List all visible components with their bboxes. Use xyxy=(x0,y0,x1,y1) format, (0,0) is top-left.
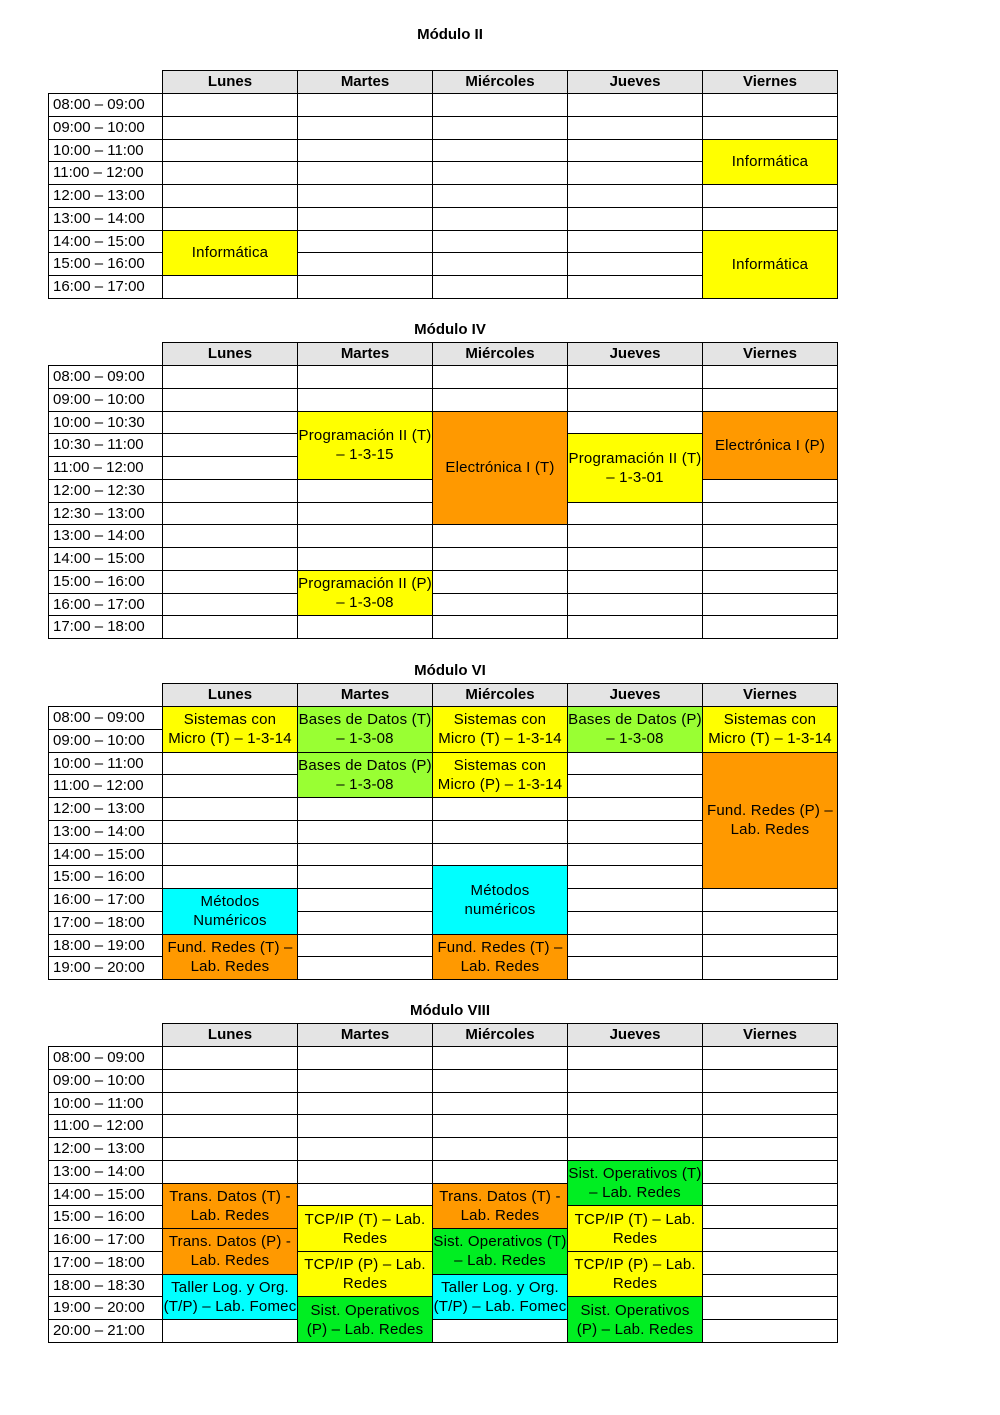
schedule-cell xyxy=(702,1160,838,1184)
schedule-cell xyxy=(567,547,703,571)
class-block-label: Programación II (P) – 1-3-08 xyxy=(298,575,432,611)
day-header-miercoles: Miércoles xyxy=(432,683,568,707)
schedule-cell xyxy=(432,93,568,117)
class-block-label: Sistemas con Micro (T) – 1-3-14 xyxy=(438,711,562,748)
schedule-cell xyxy=(702,888,838,912)
class-block-label: Programación II (T) – 1-3-15 xyxy=(298,427,432,464)
module-title: Módulo VIII xyxy=(410,1002,490,1019)
schedule-cell xyxy=(567,1114,703,1138)
class-block-label: TCP/IP (T) – Lab. Redes xyxy=(304,1210,426,1247)
schedule-cell xyxy=(432,570,568,594)
schedule-cell xyxy=(702,502,838,526)
class-block xyxy=(702,752,838,890)
class-block-label: Fund. Redes (T) – Lab. Redes xyxy=(437,938,563,975)
schedule-cell xyxy=(702,1069,838,1093)
schedule-cell xyxy=(432,184,568,208)
time-slot-label: 13:00 – 14:00 xyxy=(48,524,163,548)
class-block xyxy=(432,706,568,753)
time-slot-label: 16:00 – 17:00 xyxy=(48,593,163,617)
class-block-label: Fund. Redes (T) – Lab. Redes xyxy=(167,938,293,975)
time-slot-label: 13:00 – 14:00 xyxy=(48,1160,163,1184)
schedule-cell xyxy=(297,956,433,980)
schedule-cell xyxy=(567,956,703,980)
schedule-cell xyxy=(702,911,838,935)
schedule-cell xyxy=(297,365,433,389)
class-block xyxy=(162,1183,298,1230)
schedule-cell xyxy=(162,411,298,435)
schedule-cell xyxy=(162,1114,298,1138)
schedule-cell xyxy=(297,843,433,867)
class-block-label: Bases de Datos (P) – 1-3-08 xyxy=(568,711,702,748)
time-slot-label: 10:00 – 11:00 xyxy=(48,752,163,776)
time-slot-label: 08:00 – 09:00 xyxy=(48,1046,163,1070)
schedule-cell xyxy=(702,956,838,980)
schedule-cell xyxy=(432,275,568,299)
schedule-cell xyxy=(162,593,298,617)
class-block xyxy=(702,411,838,480)
class-block-label: Programación II (T) – 1-3-01 xyxy=(568,449,702,486)
schedule-cell xyxy=(162,1137,298,1161)
class-block xyxy=(162,1228,298,1275)
class-block xyxy=(702,706,838,753)
time-slot-label: 11:00 – 12:00 xyxy=(48,1114,163,1138)
schedule-cell xyxy=(432,388,568,412)
schedule-cell xyxy=(162,547,298,571)
schedule-cell xyxy=(297,139,433,163)
day-header-martes: Martes xyxy=(297,342,433,366)
schedule-cell xyxy=(702,593,838,617)
schedule-cell xyxy=(567,752,703,776)
schedule-cell xyxy=(162,456,298,480)
time-slot-label: 15:00 – 16:00 xyxy=(48,252,163,276)
schedule-cell xyxy=(432,843,568,867)
time-slot-label: 09:00 – 10:00 xyxy=(48,116,163,140)
day-header-viernes: Viernes xyxy=(702,683,838,707)
schedule-cell xyxy=(432,230,568,254)
time-slot-label: 10:30 – 11:00 xyxy=(48,433,163,457)
class-block xyxy=(432,752,568,799)
class-block-label: Bases de Datos (T) – 1-3-08 xyxy=(298,711,432,748)
time-slot-label: 17:00 – 18:00 xyxy=(48,911,163,935)
day-header-lunes: Lunes xyxy=(162,1023,298,1047)
schedule-cell xyxy=(702,116,838,140)
schedule-cell xyxy=(297,93,433,117)
class-block-label: Bases de Datos (P) – 1-3-08 xyxy=(298,756,432,793)
schedule-cell xyxy=(702,615,838,639)
class-block xyxy=(567,1205,703,1252)
schedule-cell xyxy=(702,93,838,117)
time-slot-label: 14:00 – 15:00 xyxy=(48,1183,163,1207)
day-header-miercoles: Miércoles xyxy=(432,342,568,366)
schedule-cell xyxy=(567,888,703,912)
class-block-label: Informática xyxy=(731,153,809,171)
class-block-label: Sistemas con Micro (T) – 1-3-14 xyxy=(168,711,292,748)
schedule-cell xyxy=(162,1069,298,1093)
class-block xyxy=(567,433,703,502)
schedule-cell xyxy=(162,139,298,163)
class-block-label: Electrónica I (T) xyxy=(445,459,555,477)
schedule-cell xyxy=(162,161,298,185)
class-block xyxy=(297,752,433,799)
class-block-label: Sist. Operativos (P) – Lab. Redes xyxy=(306,1301,424,1338)
schedule-cell xyxy=(297,252,433,276)
schedule-cell xyxy=(567,1092,703,1116)
schedule-cell xyxy=(432,1046,568,1070)
schedule-cell xyxy=(162,207,298,231)
time-slot-label: 11:00 – 12:00 xyxy=(48,774,163,798)
schedule-cell xyxy=(567,184,703,208)
time-slot-label: 19:00 – 20:00 xyxy=(48,956,163,980)
schedule-cell xyxy=(702,1205,838,1229)
schedule-cell xyxy=(162,524,298,548)
class-block-label: Fund. Redes (P) – Lab. Redes xyxy=(707,802,833,839)
schedule-cell xyxy=(567,230,703,254)
schedule-cell xyxy=(297,1114,433,1138)
schedule-cell xyxy=(567,207,703,231)
class-block xyxy=(162,934,298,981)
schedule-cell xyxy=(297,1137,433,1161)
day-header-lunes: Lunes xyxy=(162,70,298,94)
day-header-jueves: Jueves xyxy=(567,342,703,366)
schedule-cell xyxy=(432,547,568,571)
schedule-cell xyxy=(432,161,568,185)
time-slot-label: 14:00 – 15:00 xyxy=(48,547,163,571)
schedule-cell xyxy=(297,275,433,299)
schedule-cell xyxy=(702,547,838,571)
class-block xyxy=(162,1274,298,1321)
schedule-cell xyxy=(297,1183,433,1207)
schedule-cell xyxy=(162,502,298,526)
class-block-label: Sistemas con Micro (T) – 1-3-14 xyxy=(708,711,832,748)
class-block-label: TCP/IP (P) – Lab. Redes xyxy=(304,1256,426,1292)
schedule-cell xyxy=(567,593,703,617)
class-block xyxy=(432,1228,568,1275)
time-slot-label: 12:30 – 13:00 xyxy=(48,502,163,526)
schedule-cell xyxy=(297,820,433,844)
day-header-viernes: Viernes xyxy=(702,1023,838,1047)
time-slot-label: 20:00 – 21:00 xyxy=(48,1319,163,1343)
schedule-cell xyxy=(432,1069,568,1093)
class-block-label: Informática xyxy=(731,255,809,273)
schedule-cell xyxy=(162,843,298,867)
schedule-cell xyxy=(432,524,568,548)
schedule-cell xyxy=(567,570,703,594)
schedule-cell xyxy=(702,1296,838,1320)
schedule-cell xyxy=(297,934,433,958)
class-block xyxy=(432,411,568,526)
time-slot-label: 18:00 – 18:30 xyxy=(48,1274,163,1298)
class-block-label: Sist. Operativos (T) – Lab. Redes xyxy=(433,1233,567,1270)
time-slot-label: 08:00 – 09:00 xyxy=(48,706,163,730)
time-slot-label: 12:00 – 13:00 xyxy=(48,184,163,208)
class-block-label: Sist. Operativos (P) – Lab. Redes xyxy=(576,1301,694,1338)
schedule-cell xyxy=(162,1092,298,1116)
class-block-label: Sist. Operativos (T) – Lab. Redes xyxy=(568,1165,702,1201)
class-block xyxy=(297,411,433,480)
schedule-cell xyxy=(162,1319,298,1343)
schedule-cell xyxy=(567,502,703,526)
day-header-jueves: Jueves xyxy=(567,70,703,94)
class-block xyxy=(297,1205,433,1252)
schedule-cell xyxy=(432,593,568,617)
day-header-miercoles: Miércoles xyxy=(432,1023,568,1047)
schedule-cell xyxy=(297,865,433,889)
time-slot-label: 10:00 – 11:00 xyxy=(48,139,163,163)
schedule-cell xyxy=(432,365,568,389)
schedule-cell xyxy=(297,161,433,185)
schedule-cell xyxy=(162,752,298,776)
schedule-cell xyxy=(297,502,433,526)
day-header-viernes: Viernes xyxy=(702,70,838,94)
schedule-cell xyxy=(567,774,703,798)
schedule-cell xyxy=(297,911,433,935)
class-block xyxy=(297,1296,433,1343)
schedule-cell xyxy=(297,797,433,821)
schedule-cell xyxy=(567,388,703,412)
schedule-cell xyxy=(567,524,703,548)
class-block xyxy=(432,934,568,981)
time-slot-label: 16:00 – 17:00 xyxy=(48,888,163,912)
schedule-cell xyxy=(567,411,703,435)
time-slot-label: 15:00 – 16:00 xyxy=(48,865,163,889)
schedule-cell xyxy=(702,479,838,503)
day-header-martes: Martes xyxy=(297,683,433,707)
class-block-label: Informática xyxy=(191,244,269,262)
class-block xyxy=(567,1296,703,1343)
schedule-cell xyxy=(297,388,433,412)
schedule-cell xyxy=(702,1137,838,1161)
time-slot-label: 12:00 – 12:30 xyxy=(48,479,163,503)
schedule-cell xyxy=(702,570,838,594)
class-block-label: Métodos numéricos xyxy=(464,881,536,918)
schedule-cell xyxy=(162,388,298,412)
schedule-cell xyxy=(567,365,703,389)
schedule-cell xyxy=(297,116,433,140)
time-slot-label: 15:00 – 16:00 xyxy=(48,570,163,594)
schedule-cell xyxy=(162,275,298,299)
class-block xyxy=(567,706,703,753)
schedule-cell xyxy=(432,1092,568,1116)
module-title: Módulo VI xyxy=(414,662,486,679)
schedule-cell xyxy=(162,433,298,457)
time-slot-label: 09:00 – 10:00 xyxy=(48,388,163,412)
schedule-cell xyxy=(162,820,298,844)
class-block-label: TCP/IP (T) – Lab. Redes xyxy=(574,1210,696,1247)
schedule-cell xyxy=(567,116,703,140)
class-block xyxy=(162,706,298,753)
schedule-cell xyxy=(567,934,703,958)
schedule-cell xyxy=(297,230,433,254)
class-block-label: Taller Log. y Org. (T/P) – Lab. Fomec xyxy=(433,1278,567,1315)
class-block xyxy=(432,1274,568,1321)
schedule-cell xyxy=(432,1137,568,1161)
schedule-cell xyxy=(432,797,568,821)
schedule-cell xyxy=(702,207,838,231)
schedule-cell xyxy=(567,1069,703,1093)
schedule-cell xyxy=(702,934,838,958)
time-slot-label: 18:00 – 19:00 xyxy=(48,934,163,958)
schedule-cell xyxy=(297,547,433,571)
class-block xyxy=(162,230,298,277)
day-header-lunes: Lunes xyxy=(162,683,298,707)
time-slot-label: 09:00 – 10:00 xyxy=(48,729,163,753)
class-block-label: Trans. Datos (T) - Lab. Redes xyxy=(439,1187,561,1224)
time-slot-label: 14:00 – 15:00 xyxy=(48,843,163,867)
time-slot-label: 19:00 – 20:00 xyxy=(48,1296,163,1320)
time-slot-label: 13:00 – 14:00 xyxy=(48,207,163,231)
time-slot-label: 16:00 – 17:00 xyxy=(48,1228,163,1252)
schedule-cell xyxy=(432,1160,568,1184)
schedule-cell xyxy=(567,139,703,163)
schedule-cell xyxy=(567,93,703,117)
schedule-cell xyxy=(567,911,703,935)
schedule-cell xyxy=(567,820,703,844)
schedule-cell xyxy=(567,1046,703,1070)
schedule-cell xyxy=(702,1114,838,1138)
day-header-lunes: Lunes xyxy=(162,342,298,366)
schedule-cell xyxy=(162,184,298,208)
schedule-cell xyxy=(297,479,433,503)
class-block-label: Trans. Datos (T) - Lab. Redes xyxy=(169,1187,291,1224)
time-slot-label: 14:00 – 15:00 xyxy=(48,230,163,254)
time-slot-label: 11:00 – 12:00 xyxy=(48,456,163,480)
schedule-cell xyxy=(702,1228,838,1252)
schedule-cell xyxy=(702,1251,838,1275)
day-header-jueves: Jueves xyxy=(567,683,703,707)
time-slot-label: 09:00 – 10:00 xyxy=(48,1069,163,1093)
schedule-cell xyxy=(162,116,298,140)
schedule-cell xyxy=(297,184,433,208)
schedule-cell xyxy=(297,888,433,912)
class-block xyxy=(702,139,838,186)
schedule-cell xyxy=(297,615,433,639)
time-slot-label: 12:00 – 13:00 xyxy=(48,797,163,821)
schedule-cell xyxy=(702,1319,838,1343)
class-block-label: Taller Log. y Org. (T/P) – Lab. Fomec xyxy=(163,1278,297,1315)
schedule-cell xyxy=(567,843,703,867)
time-slot-label: 17:00 – 18:00 xyxy=(48,615,163,639)
time-slot-label: 15:00 – 16:00 xyxy=(48,1205,163,1229)
module-title: Módulo II xyxy=(417,26,483,43)
schedule-cell xyxy=(702,1046,838,1070)
schedule-cell xyxy=(702,1183,838,1207)
schedule-cell xyxy=(432,207,568,231)
time-slot-label: 08:00 – 09:00 xyxy=(48,93,163,117)
schedule-cell xyxy=(162,865,298,889)
class-block-label: Trans. Datos (P) - Lab. Redes xyxy=(168,1233,292,1270)
schedule-cell xyxy=(567,1137,703,1161)
schedule-cell xyxy=(162,93,298,117)
class-block xyxy=(297,1251,433,1298)
class-block xyxy=(297,706,433,753)
schedule-cell xyxy=(162,1160,298,1184)
class-block-label: Métodos Numéricos xyxy=(193,893,267,930)
class-block xyxy=(297,570,433,617)
schedule-cell xyxy=(297,1069,433,1093)
class-block-label: Electrónica I (P) xyxy=(714,436,826,454)
schedule-cell xyxy=(567,797,703,821)
schedule-cell xyxy=(702,184,838,208)
schedule-cell xyxy=(432,252,568,276)
time-slot-label: 16:00 – 17:00 xyxy=(48,275,163,299)
class-block xyxy=(702,230,838,299)
schedule-cell xyxy=(432,615,568,639)
module-title: Módulo IV xyxy=(414,321,486,338)
schedule-cell xyxy=(297,524,433,548)
time-slot-label: 12:00 – 13:00 xyxy=(48,1137,163,1161)
schedule-cell xyxy=(702,388,838,412)
day-header-miercoles: Miércoles xyxy=(432,70,568,94)
time-slot-label: 13:00 – 14:00 xyxy=(48,820,163,844)
schedule-cell xyxy=(432,1114,568,1138)
schedule-cell xyxy=(432,116,568,140)
day-header-martes: Martes xyxy=(297,1023,433,1047)
schedule-cell xyxy=(702,1092,838,1116)
schedule-cell xyxy=(162,774,298,798)
class-block xyxy=(432,865,568,934)
day-header-martes: Martes xyxy=(297,70,433,94)
schedule-cell xyxy=(567,615,703,639)
schedule-cell xyxy=(702,524,838,548)
time-slot-label: 11:00 – 12:00 xyxy=(48,161,163,185)
class-block xyxy=(162,888,298,935)
class-block xyxy=(567,1160,703,1207)
time-slot-label: 10:00 – 10:30 xyxy=(48,411,163,435)
schedule-cell xyxy=(432,1319,568,1343)
schedule-cell xyxy=(567,252,703,276)
day-header-jueves: Jueves xyxy=(567,1023,703,1047)
schedule-cell xyxy=(297,1046,433,1070)
schedule-cell xyxy=(432,139,568,163)
schedule-cell xyxy=(162,1046,298,1070)
schedule-cell xyxy=(162,615,298,639)
schedule-cell xyxy=(702,365,838,389)
time-slot-label: 10:00 – 11:00 xyxy=(48,1092,163,1116)
schedule-cell xyxy=(162,570,298,594)
schedule-cell xyxy=(297,1092,433,1116)
schedule-cell xyxy=(567,865,703,889)
schedule-cell xyxy=(567,275,703,299)
class-block xyxy=(432,1183,568,1230)
class-block xyxy=(567,1251,703,1298)
schedule-cell xyxy=(162,797,298,821)
schedule-cell xyxy=(297,1160,433,1184)
time-slot-label: 17:00 – 18:00 xyxy=(48,1251,163,1275)
schedule-cell xyxy=(162,365,298,389)
schedule-cell xyxy=(297,207,433,231)
schedule-cell xyxy=(432,820,568,844)
schedule-cell xyxy=(702,1274,838,1298)
schedule-cell xyxy=(162,479,298,503)
day-header-viernes: Viernes xyxy=(702,342,838,366)
schedule-cell xyxy=(567,161,703,185)
class-block-label: TCP/IP (P) – Lab. Redes xyxy=(574,1256,696,1292)
class-block-label: Sistemas con Micro (P) – 1-3-14 xyxy=(437,756,563,793)
time-slot-label: 08:00 – 09:00 xyxy=(48,365,163,389)
